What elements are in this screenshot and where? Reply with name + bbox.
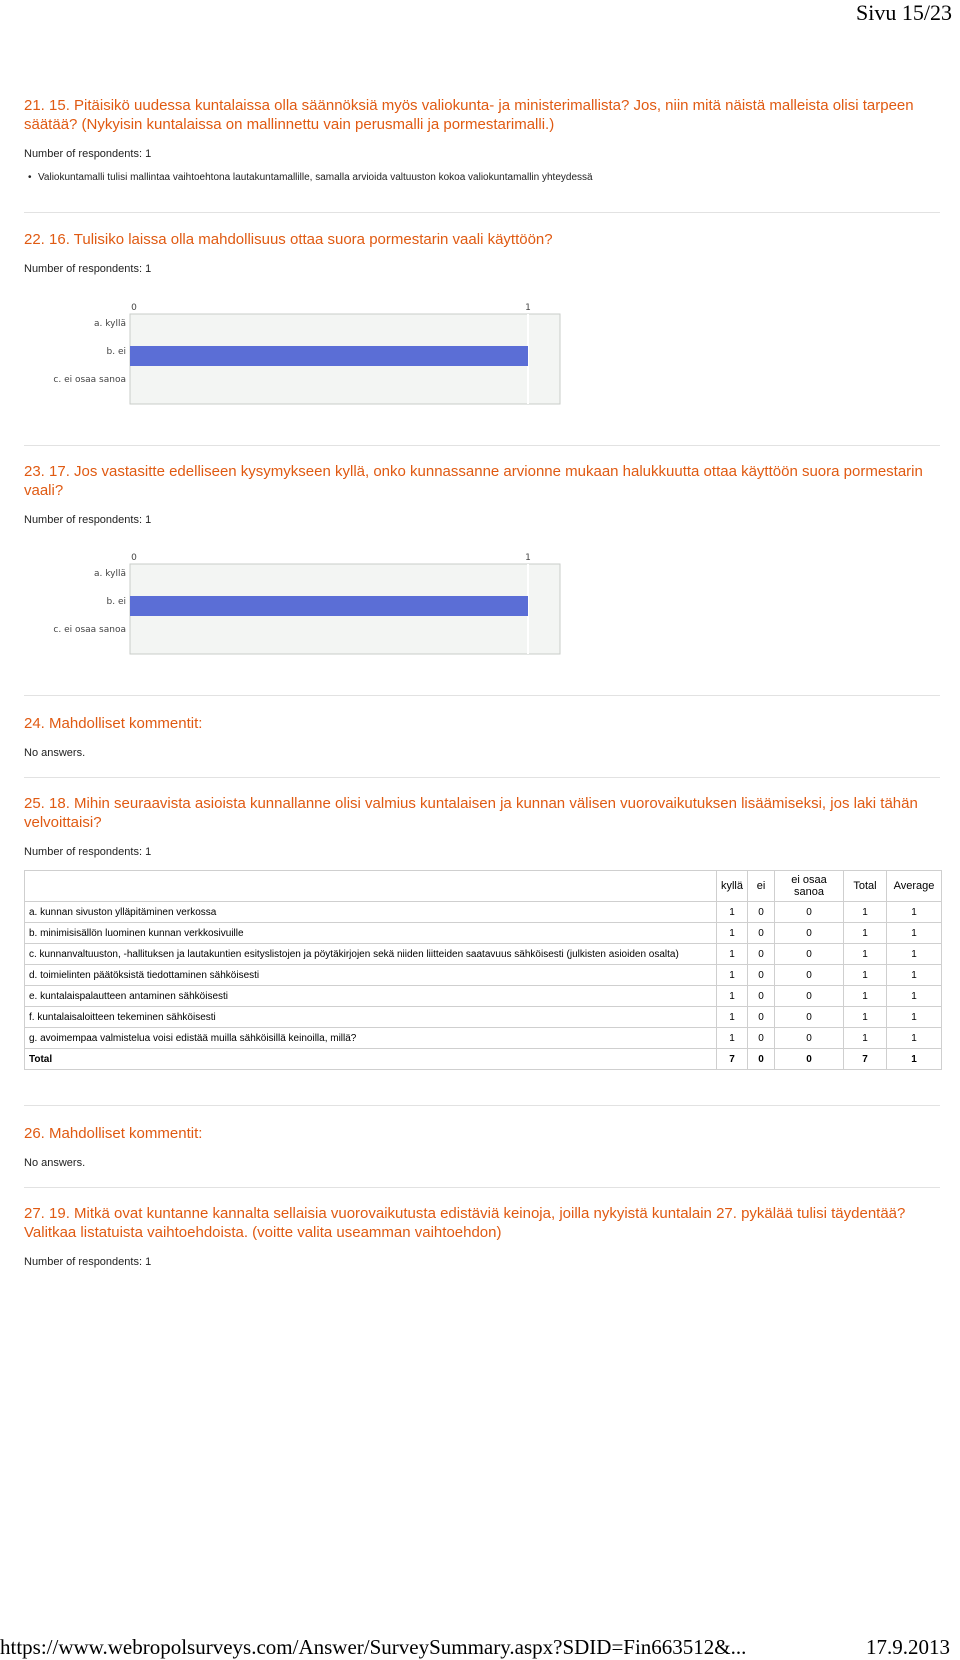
column-header: Total <box>844 871 887 902</box>
tick-label: 1 <box>525 553 531 563</box>
row-value: 0 <box>775 965 844 986</box>
row-value: 1 <box>844 902 887 923</box>
row-label: g. avoimempaa valmistelua voisi edistää muilla sähköisillä keinoilla, millä? <box>25 1028 717 1049</box>
question-23 <box>24 462 940 526</box>
row-label: e. kuntalaispalautteen antaminen sähköisesti <box>25 986 717 1007</box>
separator <box>24 1105 940 1106</box>
category-label: b. ei <box>106 597 126 607</box>
question-title: 21. 15. Pitäisikö uudessa kuntalaissa olla säännöksiä myös valiokunta- ja ministerimallista? Jos, niin mitä näistä malleista olisi tarpeen säätää? (Nykyisin kuntalaissa on mallinnettu vain perusmalli ja pormestarimalli.) <box>24 97 914 133</box>
header-blank <box>25 871 717 902</box>
row-value: 0 <box>775 1028 844 1049</box>
chart-svg <box>40 550 580 668</box>
row-label: c. kunnanvaltuuston, -hallituksen ja lautakuntien esityslistojen ja pöytäkirjojen sekä niiden liitteiden saatavuus sähköisesti (julkisten asioiden osalta) <box>25 944 717 965</box>
tick-label: 1 <box>525 303 531 313</box>
row-value: 0 <box>775 902 844 923</box>
row-label: a. kunnan sivuston ylläpitäminen verkossa <box>25 902 717 923</box>
question-26 <box>24 1124 940 1169</box>
row-value: 1 <box>844 986 887 1007</box>
question-title: 26. Mahdolliset kommentit: <box>24 1125 203 1142</box>
row-value: 1 <box>887 986 942 1007</box>
bar <box>130 568 134 588</box>
row-value: 1 <box>887 1028 942 1049</box>
separator <box>24 1187 940 1188</box>
no-answers-text: No answers. <box>24 747 86 759</box>
row-value: 1 <box>716 1028 747 1049</box>
table-row <box>25 1007 942 1028</box>
question-title: 25. 18. Mihin seuraavista asioista kunnallanne olisi valmius kuntalaisen ja kunnan välisen vuorovaikutuksen lisäämiseksi, jos laki tähän velvoittaisi? <box>24 795 918 831</box>
respondent-count: Number of respondents: 1 <box>24 263 152 275</box>
bar <box>130 318 134 338</box>
row-value: 1 <box>844 1007 887 1028</box>
table-total-row <box>25 1049 942 1070</box>
source-url: https://www.webropolsurveys.com/Answer/SurveySummary.aspx?SDID=Fin663512&... <box>0 1635 747 1659</box>
category-label: a. kyllä <box>94 569 126 579</box>
row-value: 0 <box>748 965 775 986</box>
row-value: 0 <box>748 944 775 965</box>
summary-table-wrap <box>24 870 940 1070</box>
separator <box>24 695 940 696</box>
row-label: b. minimisisällön luominen kunnan verkkosivuille <box>25 923 717 944</box>
row-value: 1 <box>887 902 942 923</box>
row-value: 0 <box>748 1028 775 1049</box>
tick-label: 0 <box>131 553 137 563</box>
column-header: ei <box>748 871 775 902</box>
question-21 <box>24 96 940 183</box>
total-value: 0 <box>775 1049 844 1070</box>
table-row <box>25 944 942 965</box>
respondent-count: Number of respondents: 1 <box>24 148 152 160</box>
category-label: b. ei <box>106 347 126 357</box>
row-value: 1 <box>887 965 942 986</box>
row-value: 1 <box>716 944 747 965</box>
row-value: 1 <box>887 944 942 965</box>
row-value: 1 <box>716 965 747 986</box>
column-header: Average <box>887 871 942 902</box>
row-value: 1 <box>844 944 887 965</box>
row-value: 0 <box>748 1007 775 1028</box>
bar <box>130 346 528 366</box>
row-value: 1 <box>716 902 747 923</box>
bar <box>130 596 528 616</box>
total-value: 7 <box>844 1049 887 1070</box>
answer-item: • Valiokuntamalli tulisi mallintaa vaihtoehtona lautakuntamallille, samalla arvioida valtuuston kokoa valiokuntamallin yhteydessä <box>24 172 940 183</box>
category-label: c. ei osaa sanoa <box>53 375 126 385</box>
row-value: 0 <box>748 923 775 944</box>
bar <box>130 374 134 394</box>
table-row <box>25 923 942 944</box>
respondent-count: Number of respondents: 1 <box>24 514 152 526</box>
respondent-count: Number of respondents: 1 <box>24 846 152 858</box>
row-label: d. toimielinten päätöksistä tiedottaminen sähköisesti <box>25 965 717 986</box>
row-value: 0 <box>775 923 844 944</box>
chart-svg <box>40 300 580 418</box>
print-date: 17.9.2013 <box>866 1635 950 1659</box>
column-header: ei osaa sanoa <box>775 871 844 902</box>
row-value: 1 <box>887 923 942 944</box>
bar <box>130 624 134 644</box>
summary-table <box>24 870 942 1070</box>
row-value: 1 <box>844 1028 887 1049</box>
total-value: 0 <box>748 1049 775 1070</box>
question-title: 22. 16. Tulisiko laissa olla mahdollisuus ottaa suora pormestarin vaali käyttöön? <box>24 231 553 248</box>
bar-chart-q23 <box>40 550 580 673</box>
question-title: 27. 19. Mitkä ovat kuntanne kannalta sellaisia vuorovaikutusta edistäviä keinoja, joilla nykyistä kuntalain 27. pykälää tulisi täydentää? Valitkaa listatuista vaihtoehdoista. (voitte valita useamman vaihtoehdon) <box>24 1205 906 1241</box>
row-value: 1 <box>716 923 747 944</box>
table-row <box>25 902 942 923</box>
category-label: c. ei osaa sanoa <box>53 625 126 635</box>
question-title: 24. Mahdolliset kommentit: <box>24 715 203 732</box>
table-row <box>25 965 942 986</box>
column-header: kyllä <box>716 871 747 902</box>
separator <box>24 212 940 213</box>
page-number: Sivu 15/23 <box>856 0 952 25</box>
row-value: 1 <box>844 923 887 944</box>
total-value: 7 <box>716 1049 747 1070</box>
total-value: 1 <box>887 1049 942 1070</box>
respondent-count: Number of respondents: 1 <box>24 1256 152 1268</box>
no-answers-text: No answers. <box>24 1157 86 1169</box>
row-value: 0 <box>748 986 775 1007</box>
table-header-row <box>25 871 942 902</box>
question-27 <box>24 1204 940 1268</box>
row-value: 1 <box>716 986 747 1007</box>
total-label: Total <box>25 1049 717 1070</box>
row-value: 1 <box>844 965 887 986</box>
page-footer <box>0 1634 960 1660</box>
row-value: 0 <box>775 1007 844 1028</box>
separator <box>24 445 940 446</box>
question-title: 23. 17. Jos vastasitte edelliseen kysymykseen kyllä, onko kunnassanne arvionne mukaan halukkuutta ottaa käyttöön suora pormestarin vaali? <box>24 463 923 499</box>
tick-label: 0 <box>131 303 137 313</box>
row-value: 1 <box>887 1007 942 1028</box>
table-row <box>25 1028 942 1049</box>
category-label: a. kyllä <box>94 319 126 329</box>
row-value: 0 <box>748 902 775 923</box>
question-24 <box>24 714 940 759</box>
question-25 <box>24 794 940 1070</box>
table-row <box>25 986 942 1007</box>
row-value: 0 <box>775 944 844 965</box>
question-22 <box>24 230 940 275</box>
bar-chart-q22 <box>40 300 580 423</box>
row-value: 0 <box>775 986 844 1007</box>
row-value: 1 <box>716 1007 747 1028</box>
separator <box>24 777 940 778</box>
row-label: f. kuntalaisaloitteen tekeminen sähköisesti <box>25 1007 717 1028</box>
